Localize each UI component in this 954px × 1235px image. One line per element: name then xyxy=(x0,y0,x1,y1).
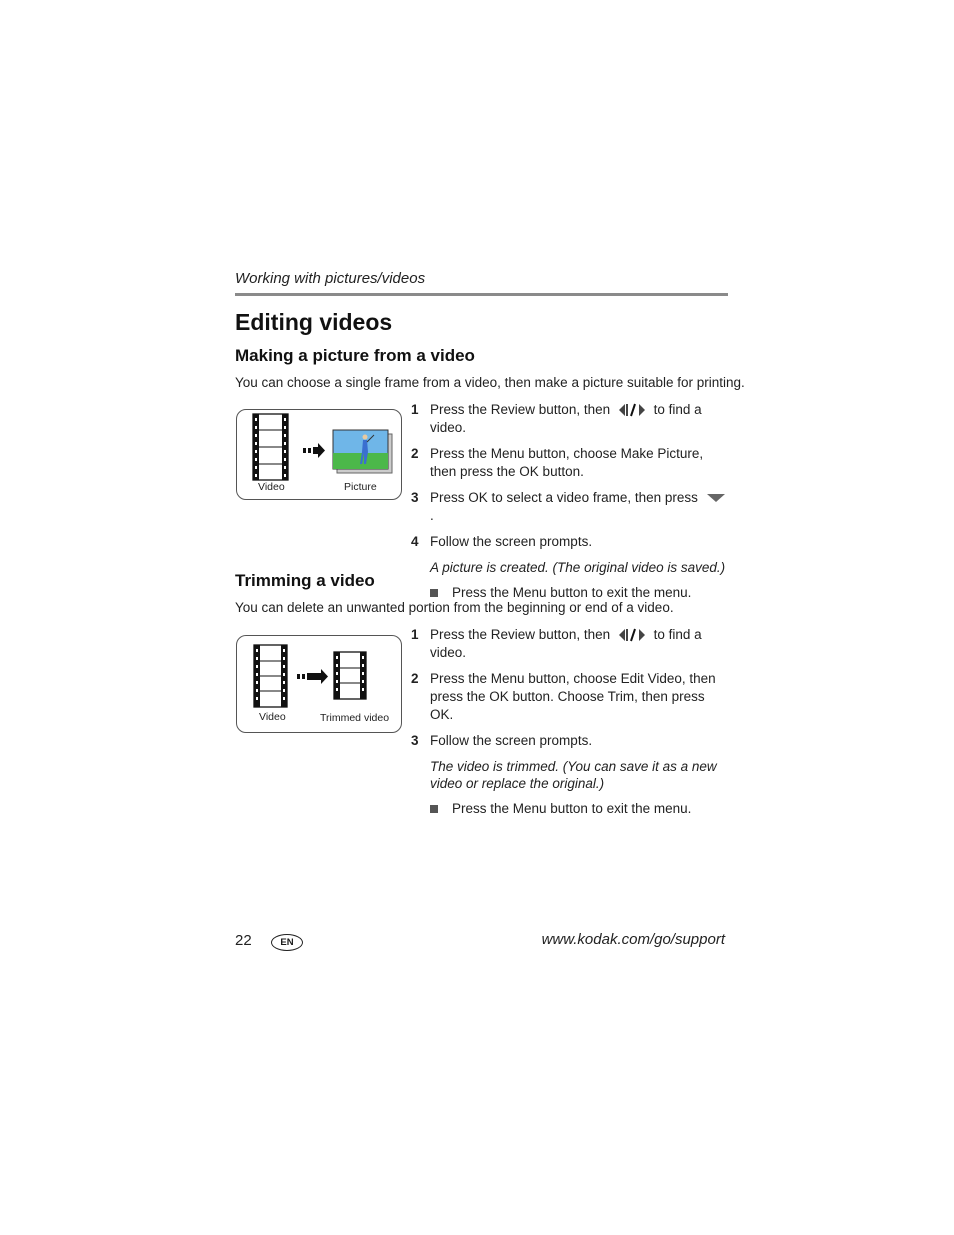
support-url: www.kodak.com/go/support xyxy=(541,931,725,948)
page-number: 22 xyxy=(235,932,252,949)
step-text-before: Press the Review button, then xyxy=(430,402,611,417)
step-text-after: to find a video. xyxy=(430,402,702,435)
step-item xyxy=(411,445,731,481)
figure-video-to-trimmed xyxy=(236,635,402,733)
step-number: 1 xyxy=(411,627,419,642)
step-text xyxy=(430,626,731,662)
step-text: Follow the screen prompts. xyxy=(430,733,593,748)
step-text: Press the Menu button, choose Edit Video, then press the OK button. Choose Trim, then press OK. xyxy=(430,671,716,722)
figure-label-picture: Picture xyxy=(344,481,377,493)
step-number: 2 xyxy=(411,446,419,461)
step-number: 2 xyxy=(411,671,419,686)
trimmed-film-strip-icon xyxy=(334,652,366,699)
step-number: 3 xyxy=(411,490,419,505)
step-text-after: . xyxy=(430,508,434,523)
step-item xyxy=(411,401,731,437)
section-heading-making-picture: Making a picture from a video xyxy=(235,346,475,365)
bullet-text: Press the Menu button to exit the menu. xyxy=(452,585,692,600)
section-intro-making-picture: You can choose a single frame from a video, then make a picture suitable for printing. xyxy=(235,375,745,390)
steps-trimming xyxy=(411,626,731,818)
section-heading-trimming: Trimming a video xyxy=(235,571,375,590)
bullet-square-icon xyxy=(430,589,438,597)
step-item xyxy=(411,670,731,724)
figure-video-to-picture xyxy=(236,409,402,500)
step-text: Follow the screen prompts. xyxy=(430,534,593,549)
step-text: Press the Menu button, choose Make Picture, then press the OK button. xyxy=(430,446,704,479)
step-text xyxy=(430,401,731,437)
step-result: The video is trimmed. (You can save it as a new video or replace the original.) xyxy=(430,759,717,791)
step-item xyxy=(411,489,731,525)
section-intro-trimming: You can delete an unwanted portion from the beginning or end of a video. xyxy=(235,600,674,615)
bullet-item xyxy=(430,800,731,818)
steps-making-picture xyxy=(411,401,731,602)
down-arrow-icon xyxy=(706,493,726,503)
film-strip-icon xyxy=(253,414,288,480)
left-right-arrows-icon xyxy=(618,628,646,642)
arrow-right-icon xyxy=(297,669,328,684)
bullet-square-icon xyxy=(430,805,438,813)
figure-label-video: Video xyxy=(259,711,286,723)
figure-label-trimmed-video: Trimmed video xyxy=(320,712,390,724)
page-title: Editing videos xyxy=(235,309,393,335)
step-item xyxy=(411,533,731,551)
picture-thumbnail-icon xyxy=(333,430,392,473)
step-text-before: Press OK to select a video frame, then press xyxy=(430,490,698,505)
left-right-arrows-icon xyxy=(618,403,646,417)
step-number: 3 xyxy=(411,733,419,748)
header-rule xyxy=(235,293,728,296)
step-text-after: to find a video. xyxy=(430,627,702,660)
step-item xyxy=(411,626,731,662)
step-number: 4 xyxy=(411,534,419,549)
running-header: Working with pictures/videos xyxy=(235,270,426,287)
figure-label-video: Video xyxy=(258,481,285,493)
bullet-text: Press the Menu button to exit the menu. xyxy=(452,801,692,816)
language-badge: EN xyxy=(271,934,303,951)
film-strip-icon xyxy=(254,645,287,707)
step-result: A picture is created. (The original video is saved.) xyxy=(430,560,726,575)
arrow-right-icon xyxy=(303,443,325,458)
step-text xyxy=(430,489,731,525)
step-text-before: Press the Review button, then xyxy=(430,627,611,642)
step-number: 1 xyxy=(411,402,419,417)
step-item xyxy=(411,732,731,750)
